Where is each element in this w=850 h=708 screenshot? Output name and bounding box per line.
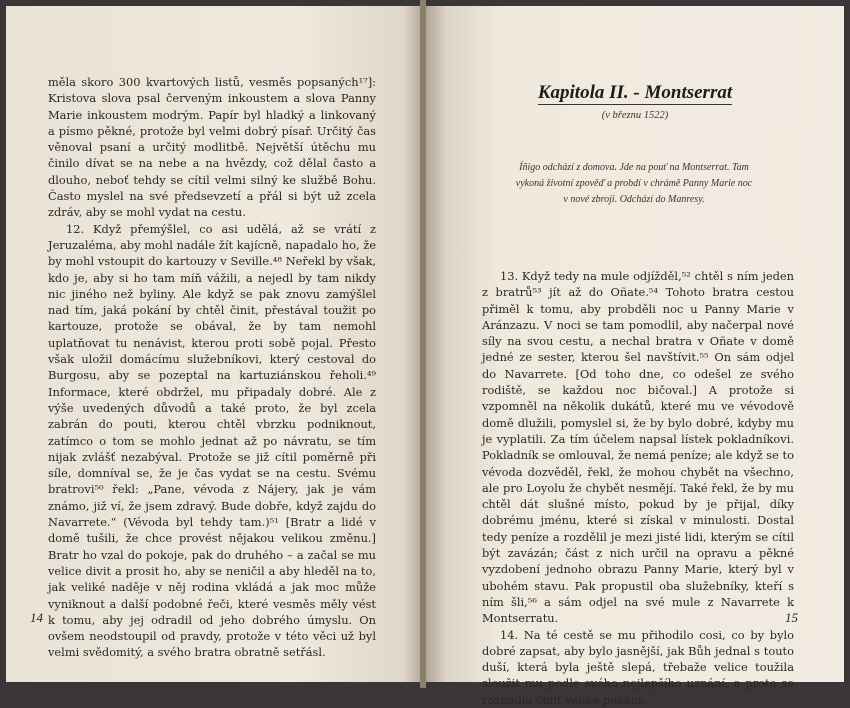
- chapter-summary: Íñigo odchází z domova. Jde na pouť na Montserrat. Tam vykoná životní zpověď a probdí v chrámě Panny Marie noc v nové zbroji. Odchází do Manresy.: [515, 162, 753, 205]
- chapter-title-text: Kapitola II. - Montserrat: [537, 82, 733, 103]
- left-paragraph: 12. Když přemýšlel, co asi udělá, až se vrátí z Jeruzaléma, aby mohl nadále žít kajícně, napadalo ho, že by mohl vstoupit do kartouzy v Seville.⁴⁸ Neřekl by však, kdo je, aby si ho tam míň vážili, a nejedl by tam nikdy nic jiného než byliny. Ale když se pak znovu zamýšlel nad tím, jaká pokání by chtěl činit, přestával toužit po kartouze, protože se obával, že by tam nemohl uplatňovat tu nenávist, kterou proti sobě pojal. Přesto však uložil domácímu služebníkovi, který cestoval do Burgosu, aby se pozeptal na kartuziánskou řeholi.⁴⁹ Informace, které obdržel, mu připadaly dobré. Ale z výše uvedených důvodů a také proto, že byl zcela zabrán do pouti, kterou chtěl vbrzku podniknout, zatímco o tom se mohlo jednat až po návratu, se tím nijak zvlášť nezabýval. Protože se již cítil poměrně při síle, domníval se, že je čas vydat se na cestu. Svému bratrovi⁵⁰ řekl: „Pane, vévoda z Nájery, jak je vám známo, již ví, že jsem zdravý. Bude dobře, když zajdu do Navarrete.“ (Vévoda byl tehdy tam.)⁵¹ [Bratr a lidé v domě tušili, že chce provést nějakou velikou změnu.] Bratr ho vzal do pokoje, pak do druhého – a začal se mu velice divit a prosit ho, aby se neničil a aby hleděl na to, jak veliké naděje v něj rodina vkládá a jak moc může vyniknout a další podobné řeči, které vesměs měly vést k tomu, aby jej odradil od jeho dobrého úmyslu. On ovšem neodstoupil od pravdy, protože v této věci už byl velmi svědomitý, a svého bratra obratně setřásl.: [48, 221, 376, 660]
- left-body-text: [48, 74, 376, 661]
- page-number: 15: [785, 610, 798, 625]
- right-page: [426, 6, 844, 707]
- right-paragraph: 14. Na té cestě se mu přihodilo cosi, co by bylo dobré zapsat, aby bylo jasnější, jak Bůh jednal s touto duší, která byla ještě slepá, třebaže velice toužila sloužit mu podle svého nejlepšího uznání, a proto se rozhodla činit veliké pokání:: [482, 627, 794, 707]
- right-body-text: [482, 268, 794, 708]
- page-number: 14: [30, 610, 43, 625]
- page-fold-shadow: [404, 6, 420, 682]
- page-fold-shadow: [426, 6, 446, 682]
- right-paragraph: 13. Když tedy na mule odjížděl,⁵² chtěl s ním jeden z bratrů⁵³ jít až do Oñate.⁵⁴ Tohoto bratra cestou přiměl k tomu, aby probděli noc u Panny Marie v Aránzazu. V noci se tam pomodlil, aby načerpal nové síly na svou cestu, a nechal bratra v Oñate v domě jedné ze sester, kterou šel navštívit.⁵⁵ On sám odjel do Navarrete. [Od toho dne, co odešel ze svého rodiště, se každou noc bičoval.] A protože si vzpomněl na několik dukátů, které mu ve vévodově domě dlužili, pomyslel si, že by bylo dobré, kdyby mu je vyplatili. Za tím účelem napsal lístek pokladníkovi. Pokladník se omlouval, že nemá peníze; ale když se to vévoda dozvěděl, řekl, že mohou chybět na všechno, ale pro Loyolu že chybět nesmějí. Také řekl, že by mu chtěl dát slušné místo, pokud by je přijal, díky dobrému jménu, které si získal v minulosti. Dostal tedy peníze a rozdělil je mezi jisté lidi, kterým se cítil být zavázán; část z nich určil na opravu a pěkné vyzdobení jednoho obrazu Panny Marie, který byl v ubohém stavu. Pak propustil oba služebníky, kteří s ním šli,⁵⁶ a sám odjel na své mule z Navarrete k Montserratu.: [482, 269, 794, 626]
- chapter-title: [426, 82, 844, 104]
- left-page: [6, 6, 420, 682]
- chapter-date: (v březnu 1522): [601, 110, 669, 121]
- left-paragraph: měla skoro 300 kvartových listů, vesměs popsaných¹⁷]: Kristova slova psal červeným inkoustem a slova Panny Marie inkoustem modrým. Papír byl hladký a linkovaný a písmo pěkné, protože byl velmi dobrý písař. Určitý čas věnoval psaní a určitý modlitbě. Největší útěchu mu činilo dívat se na nebe a na hvězdy, což dělal často a dlouho, neboť tehdy se cítil velmi silný ke službě Bohu. Často myslel na své předsevzetí a přál si být už zcela zdráv, aby se mohl vydat na cestu.: [48, 75, 376, 220]
